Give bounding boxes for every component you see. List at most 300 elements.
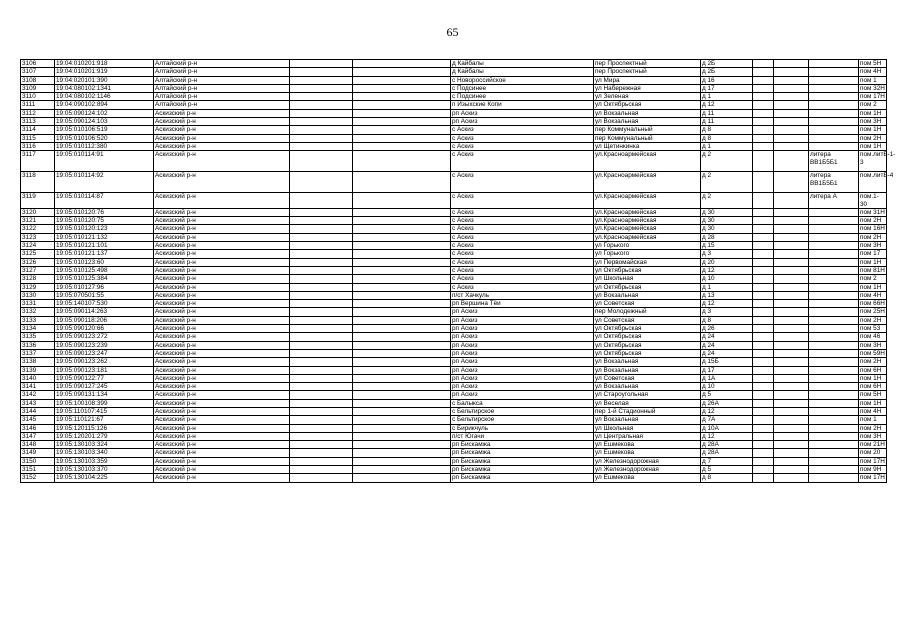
row-number-cell: 3106 <box>21 60 55 68</box>
cadastral-number-cell: 19:05:010120:123 <box>55 225 154 233</box>
empty-cell <box>290 300 353 308</box>
building-cell <box>809 383 859 391</box>
house-cell: д 2Б <box>701 68 753 76</box>
empty-cell <box>353 217 451 225</box>
row-number-cell: 3122 <box>21 225 55 233</box>
table-row <box>21 407 887 415</box>
empty-cell <box>290 134 353 142</box>
row-number-cell: 3130 <box>21 291 55 299</box>
empty-cell <box>353 109 451 117</box>
room-cell: пом 3Н <box>859 118 887 126</box>
row-number-cell: 3138 <box>21 358 55 366</box>
street-cell: ул Вокзальная <box>594 109 701 117</box>
empty-cell <box>353 391 451 399</box>
empty-cell <box>353 126 451 134</box>
empty-cell <box>353 291 451 299</box>
district-cell: Аскизский р-н <box>154 208 290 216</box>
row-number-cell: 3117 <box>21 151 55 172</box>
empty-cell <box>753 134 774 142</box>
empty-cell <box>753 466 774 474</box>
empty-cell <box>753 457 774 465</box>
empty-cell <box>753 283 774 291</box>
cadastral-number-cell: 19:05:010120:75 <box>55 217 154 225</box>
building-cell <box>809 134 859 142</box>
settlement-cell: с Аскиз <box>451 134 594 142</box>
empty-cell <box>774 266 809 274</box>
street-cell: ул.Красноармейская <box>594 151 701 172</box>
house-cell: д 30 <box>701 217 753 225</box>
empty-cell <box>353 457 451 465</box>
house-cell: д 2 <box>701 172 753 193</box>
row-number-cell: 3125 <box>21 250 55 258</box>
house-cell: д 24 <box>701 341 753 349</box>
table-row <box>21 60 887 68</box>
building-cell <box>809 84 859 92</box>
empty-cell <box>753 349 774 357</box>
building-cell <box>809 250 859 258</box>
building-cell <box>809 258 859 266</box>
empty-cell <box>753 266 774 274</box>
cadastral-number-cell: 19:05:100108:399 <box>55 399 154 407</box>
row-number-cell: 3142 <box>21 391 55 399</box>
room-cell: пом 4Н <box>859 407 887 415</box>
cadastral-number-cell: 19:05:130104:225 <box>55 474 154 482</box>
empty-cell <box>774 366 809 374</box>
street-cell: ул Вокзальная <box>594 366 701 374</box>
empty-cell <box>774 225 809 233</box>
building-cell <box>809 391 859 399</box>
district-cell: Аскизский р-н <box>154 283 290 291</box>
room-cell: пом 16Н <box>860 225 885 233</box>
row-number-cell: 3143 <box>21 399 55 407</box>
street-cell: ул Железнодорожная <box>594 466 701 474</box>
district-cell: Алтайский р-н <box>154 101 290 109</box>
empty-cell <box>353 316 451 324</box>
building-cell <box>809 68 859 76</box>
row-number-cell: 3146 <box>21 424 55 432</box>
house-cell: д 11 <box>701 118 753 126</box>
empty-cell <box>753 316 774 324</box>
settlement-cell: д Кайбалы <box>451 60 594 68</box>
house-cell: д 13 <box>701 291 753 299</box>
table-row <box>21 449 887 457</box>
building-cell <box>809 366 859 374</box>
empty-cell <box>290 60 353 68</box>
cadastral-number-cell: 19:05:090123:247 <box>55 349 154 357</box>
empty-cell <box>753 300 774 308</box>
room-cell: пом 59Н <box>860 349 885 357</box>
table-row <box>21 432 887 440</box>
house-cell: д 2 <box>701 151 753 172</box>
building-cell <box>809 416 859 424</box>
street-cell: ул Железнодорожная <box>594 457 701 465</box>
cadastral-number-cell: 19:05:010114:91 <box>55 151 154 172</box>
empty-cell <box>753 416 774 424</box>
row-number-cell: 3136 <box>21 341 55 349</box>
street-cell: ул.Красноармейская <box>594 208 701 216</box>
house-cell: д 3 <box>701 250 753 258</box>
room-cell: пом 2Н <box>859 233 887 241</box>
street-cell: ул Горького <box>594 250 701 258</box>
empty-cell <box>753 325 774 333</box>
building-cell <box>809 308 859 316</box>
row-number-cell: 3110 <box>21 93 55 101</box>
district-cell: Аскизский р-н <box>154 233 290 241</box>
empty-cell <box>753 126 774 134</box>
table-row <box>21 391 887 399</box>
row-number-cell: 3137 <box>21 349 55 357</box>
empty-cell <box>774 399 809 407</box>
empty-cell <box>753 151 774 172</box>
empty-cell <box>290 76 353 84</box>
row-number-cell: 3108 <box>21 76 55 84</box>
cadastral-number-cell: 19:05:110121:67 <box>55 416 154 424</box>
empty-cell <box>290 308 353 316</box>
table-row <box>21 275 887 283</box>
settlement-cell: с Аскиз <box>451 250 594 258</box>
house-cell: д 2Б <box>701 60 753 68</box>
room-cell: пом 32Н <box>860 84 885 92</box>
table-row <box>21 308 887 316</box>
empty-cell <box>353 172 451 193</box>
row-number-cell: 3147 <box>21 432 55 440</box>
empty-cell <box>753 217 774 225</box>
house-cell: д 1 <box>701 142 753 150</box>
empty-cell <box>290 172 353 193</box>
empty-cell <box>753 242 774 250</box>
district-cell: Аскизский р-н <box>154 291 290 299</box>
row-number-cell: 3107 <box>21 68 55 76</box>
empty-cell <box>353 250 451 258</box>
table-row <box>21 283 887 291</box>
empty-cell <box>353 84 451 92</box>
building-cell <box>809 266 859 274</box>
table-row <box>21 466 887 474</box>
settlement-cell: д Кайбалы <box>451 68 594 76</box>
district-cell: Аскизский р-н <box>154 275 290 283</box>
empty-cell <box>290 341 353 349</box>
house-cell: д 11 <box>701 109 753 117</box>
room-cell: пом.1-30 <box>859 193 887 209</box>
empty-cell <box>774 76 809 84</box>
cadastral-number-cell: 19:05:010120:76 <box>55 208 154 216</box>
empty-cell <box>353 407 451 415</box>
house-cell: д 28А <box>701 441 753 449</box>
row-number-cell: 3135 <box>21 333 55 341</box>
empty-cell <box>290 93 353 101</box>
row-number-cell: 3120 <box>21 208 55 216</box>
street-cell: ул Октябрьская <box>594 283 701 291</box>
street-cell: ул Мира <box>594 76 701 84</box>
empty-cell <box>290 391 353 399</box>
street-cell: ул Щетинкинка <box>594 142 701 150</box>
empty-cell <box>353 383 451 391</box>
empty-cell <box>774 109 809 117</box>
settlement-cell: с Аскиз <box>451 217 594 225</box>
house-cell: д 12 <box>701 266 753 274</box>
cadastral-number-cell: 19:05:090123:181 <box>55 366 154 374</box>
table-row <box>21 118 887 126</box>
empty-cell <box>753 374 774 382</box>
settlement-cell: п/ст Хачкуль <box>451 291 594 299</box>
empty-cell <box>353 101 451 109</box>
district-cell: Алтайский р-н <box>154 68 290 76</box>
empty-cell <box>774 291 809 299</box>
empty-cell <box>290 441 353 449</box>
empty-cell <box>290 466 353 474</box>
empty-cell <box>290 333 353 341</box>
settlement-cell: с Новороссийское <box>451 76 594 84</box>
empty-cell <box>774 374 809 382</box>
street-cell: ул.Красноармейская <box>594 225 701 233</box>
street-cell: ул Вокзальная <box>594 416 701 424</box>
empty-cell <box>774 466 809 474</box>
table-row <box>21 84 887 92</box>
district-cell: Аскизский р-н <box>154 358 290 366</box>
cadastral-number-cell: 19:05:090123:239 <box>55 341 154 349</box>
row-number-cell: 3111 <box>21 101 55 109</box>
row-number-cell: 3129 <box>21 283 55 291</box>
room-cell: пом 1Н <box>859 374 887 382</box>
building-cell <box>809 457 859 465</box>
settlement-cell: рп Аскиз <box>451 383 594 391</box>
empty-cell <box>753 424 774 432</box>
room-cell: пом 2 <box>859 101 887 109</box>
empty-cell <box>753 60 774 68</box>
empty-cell <box>753 208 774 216</box>
empty-cell <box>774 142 809 150</box>
street-cell: ул Зеленая <box>594 93 701 101</box>
empty-cell <box>353 118 451 126</box>
room-cell: пом 1Н <box>859 126 887 134</box>
row-number-cell: 3118 <box>21 172 55 193</box>
building-cell <box>809 233 859 241</box>
table-row <box>21 93 887 101</box>
street-cell: пер Молодежный <box>594 308 701 316</box>
empty-cell <box>290 349 353 357</box>
table-row <box>21 325 887 333</box>
table-row <box>21 126 887 134</box>
row-number-cell: 3133 <box>21 316 55 324</box>
empty-cell <box>290 101 353 109</box>
building-cell <box>809 374 859 382</box>
settlement-cell: рп Аскиз <box>451 109 594 117</box>
table-row <box>21 457 887 465</box>
cadastral-number-cell: 19:05:010112:380 <box>55 142 154 150</box>
empty-cell <box>353 441 451 449</box>
empty-cell <box>353 308 451 316</box>
empty-cell <box>353 449 451 457</box>
table-row <box>21 217 887 225</box>
empty-cell <box>753 193 774 209</box>
room-cell: пом 1 <box>859 416 887 424</box>
row-number-cell: 3148 <box>21 441 55 449</box>
empty-cell <box>774 118 809 126</box>
street-cell: ул Горького <box>594 242 701 250</box>
cadastral-number-cell: 19:05:010114:87 <box>55 193 154 209</box>
district-cell: Аскизский р-н <box>154 126 290 134</box>
building-cell: литера ВВ1Б5Б1 <box>809 151 859 172</box>
room-cell: пом 31Н <box>860 208 885 216</box>
empty-cell <box>753 432 774 440</box>
row-number-cell: 3145 <box>21 416 55 424</box>
room-cell: пом 20 <box>859 449 887 457</box>
settlement-cell: с Аскиз <box>451 258 594 266</box>
district-cell: Аскизский р-н <box>154 151 290 172</box>
cadastral-number-cell: 19:05:120201:279 <box>55 432 154 440</box>
room-cell: пом 2Н <box>859 217 887 225</box>
district-cell: Аскизский р-н <box>154 466 290 474</box>
empty-cell <box>753 391 774 399</box>
street-cell: ул Первомайская <box>594 258 701 266</box>
empty-cell <box>290 474 353 482</box>
empty-cell <box>774 68 809 76</box>
room-cell: пом 6Н <box>859 383 887 391</box>
room-cell: пом 3Н <box>859 432 887 440</box>
empty-cell <box>290 151 353 172</box>
settlement-cell: рп Бискамжа <box>451 449 594 457</box>
table-row <box>21 441 887 449</box>
empty-cell <box>774 250 809 258</box>
settlement-cell: с Бельтирское <box>451 407 594 415</box>
house-cell: д 3 <box>701 308 753 316</box>
row-number-cell: 3115 <box>21 134 55 142</box>
settlement-cell: с Подсинее <box>451 93 594 101</box>
empty-cell <box>774 457 809 465</box>
house-cell: д 26А <box>701 399 753 407</box>
empty-cell <box>753 333 774 341</box>
house-cell: д 10 <box>701 275 753 283</box>
empty-cell <box>753 291 774 299</box>
building-cell <box>809 407 859 415</box>
district-cell: Аскизский р-н <box>154 383 290 391</box>
district-cell: Аскизский р-н <box>154 407 290 415</box>
row-number-cell: 3139 <box>21 366 55 374</box>
district-cell: Аскизский р-н <box>154 474 290 482</box>
district-cell: Аскизский р-н <box>154 142 290 150</box>
empty-cell <box>290 142 353 150</box>
house-cell: д 1 <box>701 283 753 291</box>
district-cell: Аскизский р-н <box>154 432 290 440</box>
street-cell: ул Октябрьская <box>594 266 701 274</box>
empty-cell <box>290 283 353 291</box>
settlement-cell: рп Аскиз <box>451 341 594 349</box>
street-cell: ул Ешмекова <box>594 449 701 457</box>
street-cell: ул Октябрьская <box>594 333 701 341</box>
row-number-cell: 3114 <box>21 126 55 134</box>
district-cell: Аскизский р-н <box>154 457 290 465</box>
street-cell: ул Школьная <box>594 275 701 283</box>
empty-cell <box>353 366 451 374</box>
district-cell: Алтайский р-н <box>154 93 290 101</box>
settlement-cell: рп Бискамжа <box>451 441 594 449</box>
table-row <box>21 101 887 109</box>
empty-cell <box>753 93 774 101</box>
empty-cell <box>774 424 809 432</box>
street-cell: ул Школьная <box>594 424 701 432</box>
house-cell: д 8 <box>701 134 753 142</box>
room-cell: пом 1 <box>859 76 887 84</box>
empty-cell <box>353 474 451 482</box>
table-row <box>21 358 887 366</box>
room-cell: пом 4Н <box>859 68 887 76</box>
empty-cell <box>753 358 774 366</box>
empty-cell <box>290 225 353 233</box>
settlement-cell: с Аскиз <box>451 242 594 250</box>
room-cell: пом 2Н <box>859 358 887 366</box>
empty-cell <box>774 325 809 333</box>
table-row <box>21 250 887 258</box>
empty-cell <box>290 275 353 283</box>
empty-cell <box>290 291 353 299</box>
settlement-cell: рп Аскиз <box>451 391 594 399</box>
empty-cell <box>753 68 774 76</box>
empty-cell <box>290 366 353 374</box>
street-cell: ул.Красноармейская <box>594 233 701 241</box>
street-cell: ул Октябрьская <box>594 341 701 349</box>
empty-cell <box>353 374 451 382</box>
room-cell: пом 1Н <box>859 258 887 266</box>
row-number-cell: 3128 <box>21 275 55 283</box>
table-row <box>21 366 887 374</box>
empty-cell <box>290 424 353 432</box>
row-number-cell: 3134 <box>21 325 55 333</box>
row-number-cell: 3150 <box>21 457 55 465</box>
room-cell: пом 3Н <box>859 242 887 250</box>
room-cell: пом 3Н <box>859 341 887 349</box>
building-cell <box>809 424 859 432</box>
building-cell <box>809 333 859 341</box>
room-cell: пом 6Н <box>859 366 887 374</box>
street-cell: ул Вокзальная <box>594 291 701 299</box>
cadastral-number-cell: 19:05:010121:132 <box>55 233 154 241</box>
room-cell: пом 17Н <box>860 457 885 465</box>
room-cell: пом 2Н <box>859 134 887 142</box>
street-cell: ул Ешмекова <box>594 441 701 449</box>
room-cell: пом 1Н <box>859 109 887 117</box>
table-row <box>21 474 887 482</box>
district-cell: Аскизский р-н <box>154 366 290 374</box>
row-number-cell: 3144 <box>21 407 55 415</box>
building-cell <box>809 325 859 333</box>
empty-cell <box>353 466 451 474</box>
empty-cell <box>290 383 353 391</box>
room-cell: пом 1Н <box>859 142 887 150</box>
settlement-cell: с Аскиз <box>451 151 594 172</box>
table-row <box>21 416 887 424</box>
empty-cell <box>290 416 353 424</box>
empty-cell <box>774 242 809 250</box>
district-cell: Аскизский р-н <box>154 258 290 266</box>
district-cell: Аскизский р-н <box>154 391 290 399</box>
settlement-cell: рп Аскиз <box>451 308 594 316</box>
empty-cell <box>290 258 353 266</box>
district-cell: Аскизский р-н <box>154 242 290 250</box>
room-cell: пом 81Н <box>860 266 885 274</box>
empty-cell <box>290 457 353 465</box>
settlement-cell: с Аскиз <box>451 225 594 233</box>
district-cell: Аскизский р-н <box>154 300 290 308</box>
table-row <box>21 374 887 382</box>
building-cell <box>809 109 859 117</box>
empty-cell <box>753 441 774 449</box>
room-cell: пом 66Н <box>860 300 885 308</box>
building-cell: литера ВВ1Б5Б1 <box>809 172 859 193</box>
empty-cell <box>290 217 353 225</box>
street-cell: ул.Красноармейская <box>594 193 701 209</box>
empty-cell <box>774 441 809 449</box>
room-cell: пом 21Н <box>860 441 885 449</box>
